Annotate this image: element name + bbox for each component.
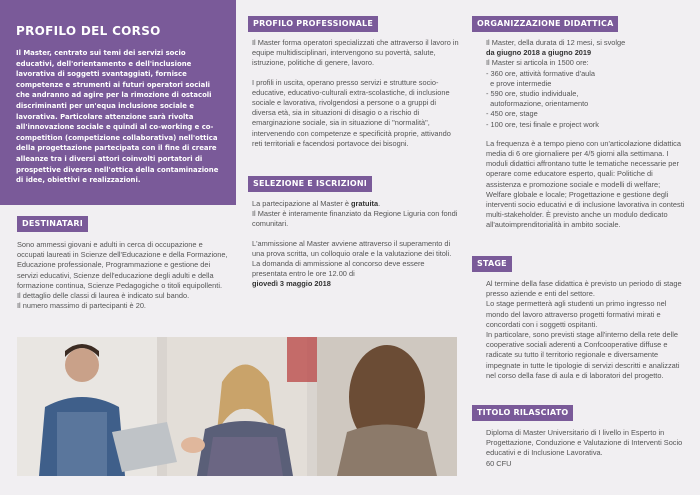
selezione-deadline: giovedì 3 maggio 2018 (252, 279, 331, 289)
selezione-p1-post: . (378, 199, 381, 208)
selezione-free: gratuita (351, 199, 379, 208)
profilo-text: Il Master, centrato sui temi dei servizi socio educativi, dell'orientamento e dell'inclusione lavorativa di soggetti svantaggiati, fornisce competenze e strumenti ai futuri operatori sociali che andranno ad agire per la rimozione di ostacoli discriminanti per un'equa inclusione sociale e lavorativa. Particolare attenzione sarà rivolta all'innovazione sociale e quindi al co-working e co-competition (competizione collaborativa) nell'ottica della progettazione partecipata con il fine di creare alleanze tra i diversi attori coinvolti portatori di prospettive diverse nell'ottica della contaminazione di idee, obiettivi e realizzazioni. (16, 49, 219, 185)
students-photo (17, 337, 457, 476)
selezione-p1 (252, 199, 460, 209)
selezione-p4: La domanda di ammissione al concorso deve essere presentata entro le ore 12.00 di (252, 259, 425, 279)
profilo-professionale-p1: Il Master forma operatori specializzati che attraverso il lavoro in equipe multidisciplinari, intervengono su povertà, salute, istruzione, politiche di genere, lavoro. (252, 38, 459, 68)
profilo-box (0, 0, 236, 205)
destinatari-header: DESTINATARI (17, 216, 88, 232)
list-item: autoformazione, orientamento (486, 99, 589, 109)
selezione-header: SELEZIONE E ISCRIZIONI (248, 176, 372, 192)
titolo-cfu: 60 CFU (486, 458, 512, 468)
stage-p2: Lo stage permetterà agli studenti un primo ingresso nel mondo del lavoro attraverso progetti formativi mirati e concordati con i soggetti ospitanti. (486, 299, 667, 329)
profilo-professionale-p2: I profili in uscita, operano presso servizi e strutture socio-educative, educativo-culturali extra-scolastiche, di inclusione sociale e lavorativa, rivolgendosi a persone o a gruppi di diversa età, sia in situazioni di disagio o a rischio di emarginazione sociale, sia in situazione di "normalità", intervenendo con competenze e specificità proprie, attivando reti territoriali e facendosi portavoce dei bisogni. (252, 77, 451, 148)
organizzazione-text (486, 38, 686, 231)
destinatari-p1: Sono ammessi giovani e adulti in cerca di occupazione e occupati laureati in Scienze dell'Educazione e della Formazione, Educazione professionale, Programmazione e gestione dei servizi educativi, Scienze dell'educazione degli adulti e della formazione continua, Scienze Pedagogiche o titoli equipollenti. (17, 240, 228, 290)
organizzazione-header: ORGANIZZAZIONE DIDATTICA (472, 16, 618, 32)
list-item: - 450 ore, stage (486, 109, 538, 119)
stage-header: STAGE (472, 256, 512, 272)
stage-p1: Al termine della fase didattica è previsto un periodo di stage presso aziende e enti del settore. (486, 279, 682, 299)
stage-text (486, 279, 686, 381)
profilo-professionale-header: PROFILO PROFESSIONALE (248, 16, 378, 32)
profilo-title: PROFILO DEL CORSO (16, 24, 161, 38)
selezione-text (252, 199, 460, 290)
destinatari-text (17, 240, 229, 311)
organizzazione-hours-list (486, 69, 686, 130)
selezione-p2: Il Master è interamente finanziato da Regione Liguria con fondi comunitari. (252, 209, 458, 229)
list-item: - 360 ore, attività formative d'aula (486, 68, 596, 78)
titolo-header: TITOLO RILASCIATO (472, 405, 573, 421)
profilo-professionale-text (252, 38, 460, 158)
stage-p3: In particolare, sono previsti stage all'interno della rete delle cooperative sociali aderenti a Confcooperative diffuse e radicate su tutto il territorio regionale e diversamente impegnate in tutte le tipologie di servizi descritti e analizzati nel corso della fase di aula e di laboratori del progetto. (486, 330, 680, 380)
list-item: e prove intermedie (486, 78, 552, 88)
destinatari-p3: Il numero massimo di partecipanti è 20. (17, 301, 146, 311)
organizzazione-hours-intro: Il Master si articola in 1500 ore: (486, 58, 589, 68)
organizzazione-period: da giugno 2018 a giugno 2019 (486, 48, 592, 58)
titolo-p1: Diploma di Master Universitario di I livello in Esperto in Progettazione, Conduzione e Valutazione di Interventi Socio educativi e di Inclusione Lavorativa. (486, 428, 683, 458)
selezione-p3: L'ammissione al Master avviene attraverso il superamento di una prova scritta, un colloquio orale e la valutazione dei titoli. (252, 238, 452, 258)
selezione-p1-pre: La partecipazione al Master è (252, 199, 352, 208)
list-item: - 590 ore, studio individuale, (486, 89, 579, 99)
organizzazione-intro: Il Master, della durata di 12 mesi, si svolge (486, 38, 626, 47)
list-item: - 100 ore, tesi finale e project work (486, 119, 599, 129)
students-photo-illustration (17, 337, 457, 476)
organizzazione-p2: La frequenza è a tempo pieno con un'articolazione didattica media di 6 ore giornaliere per 4/5 giorni alla settimana. I moduli didattici affrontano tutte le tematiche necessarie per operare come educatore esperto, quali: Politiche di assistenza e promozione sociale e modelli di welfare; Welfare globale e locale; Progettazione e gestione degli interventi socio educativi e di inclusione lavorativa in contesti multi-stakeholder. È previsto anche un modulo dedicato all'autoimprenditorialità in ambito sociale. (486, 138, 685, 230)
titolo-text (486, 428, 686, 469)
destinatari-p2: Il dettaglio delle classi di laurea è indicato sul bando. (17, 291, 190, 301)
